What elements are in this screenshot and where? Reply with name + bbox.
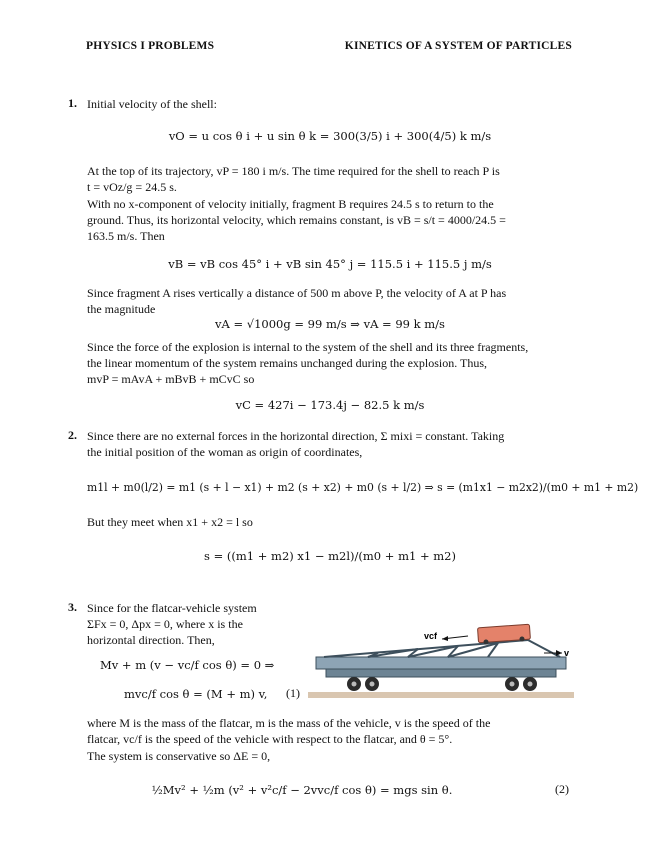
p1-eq-velocity-b: vB = vB cos 45° i + vB sin 45° j = 115.5 i + 115.5 j m/s [168,257,492,271]
p1-eq-velocity-o: vO = u cos θ i + u sin θ k = 300(3/5) i + 300(4/5) k m/s [168,129,492,143]
p2-line-3: But they meet when x1 + x2 = l so [87,515,253,529]
p1-line-2: At the top of its trajectory, vP = 180 i m/s. The time required for the shell to reach P is [87,164,500,178]
p1-eq-velocity-a: vA = √1000g = 99 m/s ⇒ vA = 99 k m/s [215,317,445,331]
p3-line-5: where M is the mass of the flatcar, m is the mass of the vehicle, v is the speed of the [87,716,491,730]
p2-line-1: the initial position of the woman as origin of coordinates, [87,445,363,459]
p1-line-4: With no x-component of velocity initially, fragment B requires 24.5 s to return to the [87,197,494,211]
p1-line-5: ground. Thus, its horizontal velocity, which remains constant, is vB = s/t = 4000/24.5 = [87,213,506,227]
page-header [86,40,572,52]
flatcar-wheels [347,677,537,691]
p3-line-0: Since for the flatcar-vehicle system [87,601,257,615]
flatcar-vehicle-figure [308,622,574,700]
p1-line-8: Since fragment A rises vertically a distance of 500 m above P, the velocity of A at P has [87,286,507,300]
p3-line-7: The system is conservative so ΔE = 0, [87,749,271,763]
flatcar-frame [326,669,556,677]
p2-line-0: Since there are no external forces in the horizontal direction, Σ mixi = constant. Taking [87,429,505,443]
flatcar-truss [324,640,560,657]
p3-eq-1: mvc/f cos θ = (M + m) v, [124,687,268,701]
p3-eq-1-label: (1) [286,686,300,700]
problem-1-number: 1. [68,96,77,110]
header-topic: KINETICS OF A SYSTEM OF PARTICLES [344,40,572,52]
flatcar-deck [316,657,566,669]
v-label: v [564,648,570,658]
p2-eq-position: m1l + m0(l/2) = m1 (s + l − x1) + m2 (s + x2) + m0 (s + l/2) ⇒ s = (m1x1 − m2x2)/(m0 + m1 + m2) [87,481,639,494]
p1-line-0: Initial velocity of the shell: [87,97,217,111]
header-course: PHYSICS I PROBLEMS [86,40,215,52]
p3-line-6: flatcar, vc/f is the speed of the vehicle with respect to the flatcar, and θ = 5°. [87,732,453,746]
p3-eq-momentum: Mv + m (v − vc/f cos θ) = 0 ⇒ [100,658,275,672]
p1-line-13: mvP = mAvA + mBvB + mCvC so [87,372,255,386]
problem-3-number: 3. [68,600,77,614]
p1-line-9: the magnitude [87,302,156,316]
p3-eq-2: ½Mv² + ½m (v² + v²c/f − 2vvc/f cos θ) = mgs sin θ. [151,783,453,797]
p3-line-2: horizontal direction. Then, [87,633,215,647]
p1-line-3: t = vOz/g = 24.5 s. [87,180,177,194]
p1-eq-velocity-c: vC = 427i − 173.4j − 82.5 k m/s [235,398,425,412]
p2-eq-meeting: s = ((m1 + m2) x1 − m2l)/(m0 + m1 + m2) [204,549,456,563]
v-arrowhead [556,650,562,656]
ground-track [308,692,574,698]
vcf-label: vcf [424,631,438,641]
p3-eq-2-label: (2) [555,782,569,796]
p1-line-12: the linear momentum of the system remains unchanged during the explosion. Thus, [87,356,488,370]
p1-line-6: 163.5 m/s. Then [87,229,165,243]
problem-2-number: 2. [68,428,77,442]
p1-line-11: Since the force of the explosion is internal to the system of the shell and its three fragments, [87,340,529,354]
p3-line-1: ΣFx = 0, Δpx = 0, where x is the [87,617,243,631]
